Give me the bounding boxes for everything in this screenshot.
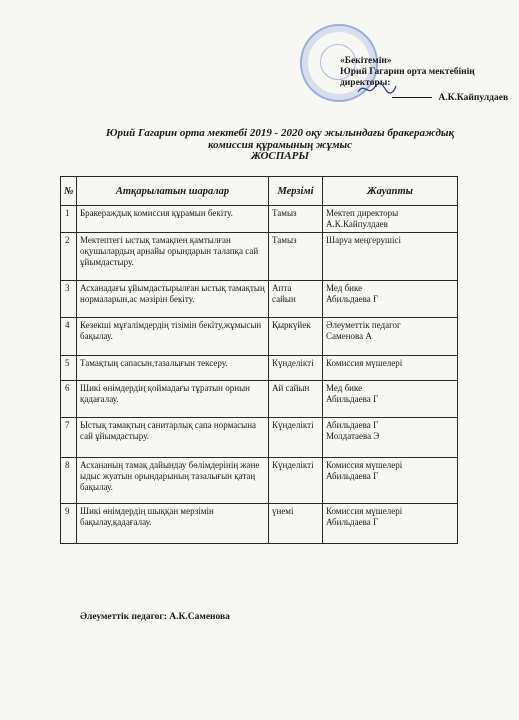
table-row [61,281,458,318]
document-title [60,128,500,163]
table-row [61,381,458,418]
table-row [61,418,458,458]
row-activity: Бракераждық комиссия құрамын бекіту. [77,206,269,233]
row-number: 2 [61,233,77,281]
approval-position: директоры: [340,78,391,88]
row-term: Апта сайын [269,281,323,318]
row-responsible: Әлеуметтік педагог Саменова А [323,318,458,356]
row-number: 6 [61,381,77,418]
row-responsible: Мед бике Абильдаева Г [323,281,458,318]
header-number: № [61,177,77,206]
table-row [61,318,458,356]
row-activity: Тамақтың сапасын,тазалығын тексеру. [77,356,269,381]
row-term: Қыркүйек [269,318,323,356]
row-activity: Ыстық тамақтың санитарлық сапа нормасына сай ұйымдастыру. [77,418,269,458]
row-number: 4 [61,318,77,356]
header-responsible: Жауапты [323,177,458,206]
row-term: Күнделікті [269,356,323,381]
row-term: Күнделікті [269,458,323,504]
row-number: 3 [61,281,77,318]
row-number: 8 [61,458,77,504]
row-term: Ай сайын [269,381,323,418]
row-term: Тамыз [269,233,323,281]
table-header-row [61,177,458,206]
row-number: 7 [61,418,77,458]
row-responsible: Комиссия мүшелері Абильдаева Г [323,504,458,544]
row-term: үнемі [269,504,323,544]
row-term: Күнделікті [269,418,323,458]
row-number: 9 [61,504,77,544]
header-activity: Атқарылатын шаралар [77,177,269,206]
row-responsible: Мед бике Абильдаева Г [323,381,458,418]
title-line-3: ЖОСПАРЫ [250,150,310,162]
row-responsible: Комиссия мүшелері [323,356,458,381]
table-row [61,233,458,281]
row-responsible: Комиссия мүшелері Абильдаева Г [323,458,458,504]
table-row [61,458,458,504]
row-term: Тамыз [269,206,323,233]
row-number: 5 [61,356,77,381]
row-activity: Шикі өнімдердің шыққан мерзімін бақылау,қадағалау. [77,504,269,544]
signature-underline [392,97,432,98]
approval-label: «Бекітемін» [340,56,392,66]
approval-school: Юрий Гагарин орта мектебінің [340,67,475,77]
row-activity: Мектептегі ыстық тамақпен қамтылған оқушылардың арнайы орындарын талапқа сай ұйымдастыру. [77,233,269,281]
title-line-1: Юрий Гагарин орта мектебі 2019 - 2020 оқу жылындағы бракераждық [105,127,455,139]
director-name: А.К.Кайпулдаев [438,93,509,103]
row-responsible: Шаруа меңгерушісі [323,233,458,281]
title-line-2: комиссия құрамының жұмыс [207,138,353,151]
row-activity: Кезекші мұғалімдердің тізімін бекіту,жұмысын бақылау. [77,318,269,356]
row-responsible: Абильдаева Г Молдатаева Э [323,418,458,458]
table-row [61,504,458,544]
row-activity: Асханадағы ұйымдастырылған ыстық тамақтың нормаларын,ас мәзірін бекіту. [77,281,269,318]
header-term: Мерзімі [269,177,323,206]
plan-table [60,176,458,544]
handwritten-signature-icon [356,80,398,98]
footer-signature-line: Әлеуметтік педагог: А.К.Саменова [80,612,230,622]
table-row [61,206,458,233]
row-number: 1 [61,206,77,233]
table-row [61,356,458,381]
row-activity: Шикі өнімдердің қоймадағы тұратын орнын қадағалау. [77,381,269,418]
row-responsible: Мектеп директоры А.К.Кайпулдаев [323,206,458,233]
row-activity: Асхананың тамақ дайындау бөлімдерінің және ыдыс жуатын орындарының тазалығын қатаң бақылау. [77,458,269,504]
